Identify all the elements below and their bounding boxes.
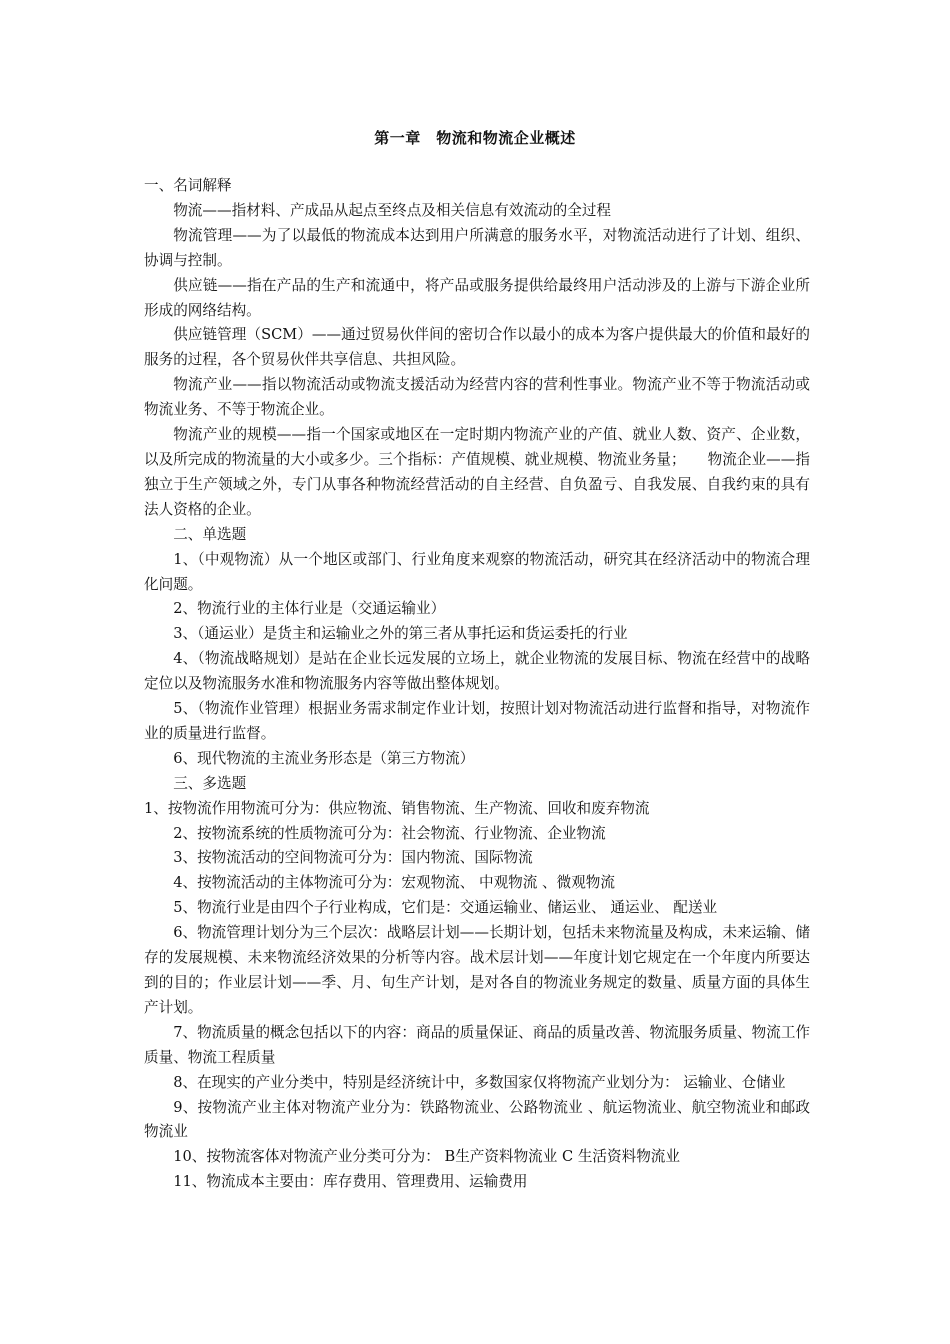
section-heading-single-choice: 二、单选题	[173, 525, 247, 543]
definition-industry-scale: 物流产业的规模——指一个国家或地区在一定时期内物流产业的产值、就业人数、资产、企业数，以及所完成的物流量的大小或多少。三个指标：产值规模、就业规模、物流业务量； 物流企业——指独立于生产领域之外，专门从事各种物流经营活动的自主经营、自负盈亏、自我发展、自我约束的具有法人资格的企业。	[144, 426, 810, 518]
multiple-choice-item: 4、按物流活动的主体物流可分为：宏观物流、 中观物流 、微观物流	[173, 874, 615, 892]
definition-supply-chain: 供应链——指在产品的生产和流通中，将产品或服务提供给最终用户活动涉及的上游与下游企业所形成的网络结构。	[144, 276, 810, 319]
multiple-choice-item: 8、在现实的产业分类中，特别是经济统计中，多数国家仅将物流产业划分为： 运输业、仓储业	[173, 1073, 786, 1091]
single-choice-item: 4、（物流战略规划）是站在企业长远发展的立场上，就企业物流的发展目标、物流在经营中的战略定位以及物流服务水准和物流服务内容等做出整体规划。	[144, 650, 810, 693]
single-choice-item: 2、物流行业的主体行业是（交通运输业）	[173, 600, 446, 618]
definition-scm: 供应链管理（SCM）——通过贸易伙伴间的密切合作以最小的成本为客户提供最大的价值和最好的服务的过程，各个贸易伙伴共享信息、共担风险。	[144, 326, 810, 369]
multiple-choice-item: 6、物流管理计划分为三个层次：战略层计划——长期计划，包括未来物流量及构成，未来运输、储存的发展规模、未来物流经济效果的分析等内容。战术层计划——年度计划它规定在一个年度内所要达到的目的；作业层计划——季、月、旬生产计划，是对各自的物流业务规定的数量、质量方面的具体生产计划。	[144, 924, 811, 1016]
single-choice-item: 6、现代物流的主流业务形态是（第三方物流）	[173, 749, 475, 767]
single-choice-item: 5、（物流作业管理）根据业务需求制定作业计划，按照计划对物流活动进行监督和指导，对物流作业的质量进行监督。	[144, 700, 810, 742]
multiple-choice-item: 3、按物流活动的空间物流可分为：国内物流、国际物流	[173, 849, 533, 867]
section-heading-definitions: 一、名词解释	[144, 177, 232, 194]
document-body	[144, 174, 810, 1195]
single-choice-item: 3、（通运业）是货主和运输业之外的第三者从事托运和货运委托的行业	[173, 625, 628, 643]
multiple-choice-item: 5、物流行业是由四个子行业构成，它们是：交通运输业、储运业、 通运业、 配送业	[173, 899, 718, 917]
definition-logistics-management: 物流管理——为了以最低的物流成本达到用户所满意的服务水平，对物流活动进行了计划、组织、协调与控制。	[144, 226, 810, 269]
multiple-choice-item: 9、按物流产业主体对物流产业分为：铁路物流业、公路物流业 、航运物流业、航空物流业和邮政物流业	[144, 1098, 810, 1141]
multiple-choice-item: 2、按物流系统的性质物流可分为：社会物流、行业物流、企业物流	[173, 824, 606, 842]
chapter-title: 第一章 物流和物流企业概述	[374, 129, 576, 147]
multiple-choice-item: 1、按物流作用物流可分为：供应物流、销售物流、生产物流、回收和废弃物流	[144, 799, 650, 817]
multiple-choice-item: 7、物流质量的概念包括以下的内容：商品的质量保证、商品的质量改善、物流服务质量、物流工作质量、物流工程质量	[144, 1023, 811, 1066]
definition-logistics-industry: 物流产业——指以物流活动或物流支援活动为经营内容的营利性事业。物流产业不等于物流活动或物流业务、不等于物流企业。	[144, 376, 810, 419]
multiple-choice-item: 11、物流成本主要由：库存费用、管理费用、运输费用	[173, 1173, 528, 1191]
multiple-choice-item: 10、按物流客体对物流产业分类可分为： B生产资料物流业 C 生活资料物流业	[173, 1148, 680, 1166]
single-choice-item: 1、（中观物流）从一个地区或部门、行业角度来观察的物流活动，研究其在经济活动中的物流合理化问题。	[144, 550, 810, 593]
definition-logistics: 物流——指材料、产成品从起点至终点及相关信息有效流动的全过程	[173, 201, 612, 219]
section-heading-multiple-choice: 三、多选题	[173, 774, 247, 792]
